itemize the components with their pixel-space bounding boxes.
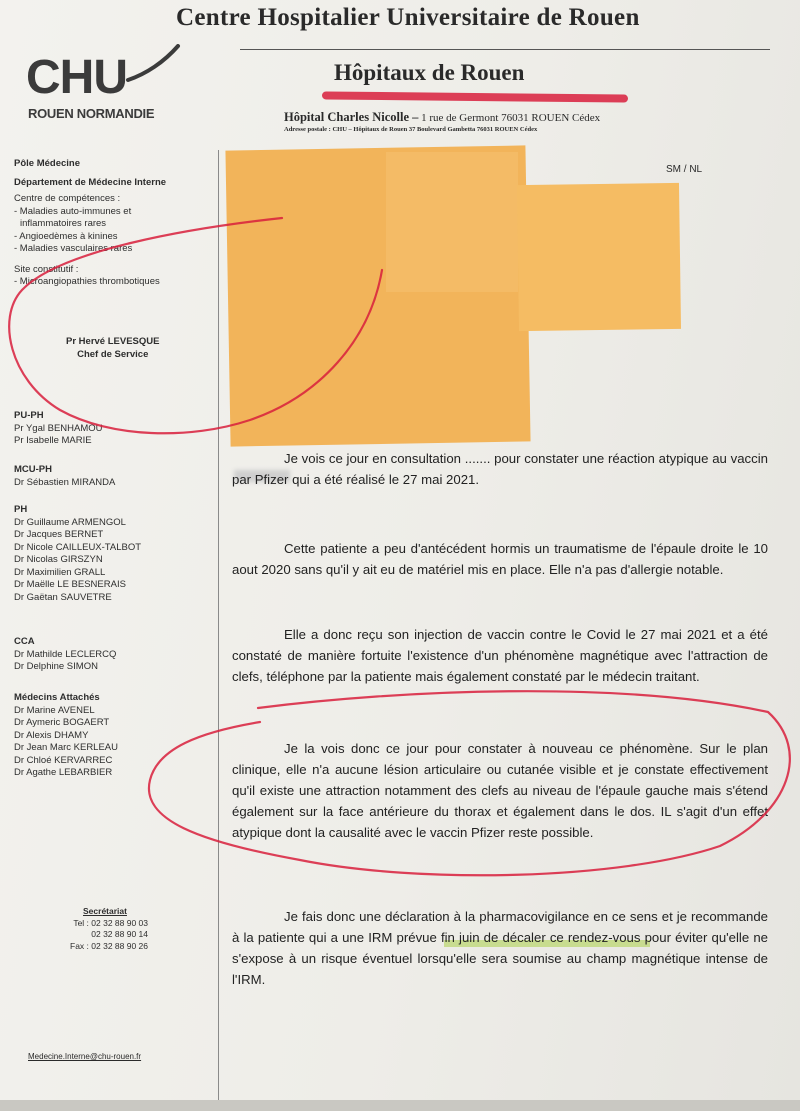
competences-line: inflammatoires rares (20, 218, 107, 229)
secretariat-heading: Secrétariat (83, 906, 127, 916)
staff-name: Dr Maximilien GRALL (14, 566, 106, 578)
site-address: 1 rue de Germont 76031 ROUEN Cédex (421, 112, 601, 124)
staff-name: Dr Nicole CAILLEUX-TALBOT (14, 541, 142, 553)
secretariat-line: 02 32 88 90 14 (91, 929, 148, 939)
site-constitutif-line: - Microangiopathies thrombotiques (14, 276, 160, 287)
postal-address: Adresse postale : CHU – Hôpitaux de Rouen 37 Boulevard Gambetta 76031 ROUEN Cédex (284, 126, 538, 133)
staff-name: Dr Mathilde LECLERCQ (14, 648, 117, 660)
competences-line: - Maladies auto-immunes et (14, 205, 132, 217)
staff-name: Pr Isabelle MARIE (14, 435, 92, 446)
competences-line: - Angioedèmes à kinines (14, 230, 118, 242)
paragraph-history: Cette patiente a peu d'antécédent hormis un traumatisme de l'épaule droite le 10 aout 2020 sans qu'il y ait eu de matériel mis en place. Elle n'a pas d'allergie notable. (232, 541, 768, 577)
puph-heading: PU-PH (14, 410, 44, 421)
reference-initials: SM / NL (666, 164, 703, 175)
secretariat-block (62, 906, 148, 952)
puph-block (14, 410, 103, 448)
mcuph-heading: MCU-PH (14, 464, 52, 475)
secretariat-line: Fax : 02 32 88 90 26 (70, 940, 148, 951)
redaction-sticky-note (517, 183, 681, 331)
logo-subtitle: ROUEN NORMANDIE (28, 106, 155, 121)
paragraph-consultation: Je vois ce jour en consultation ....... pour constater une réaction atypique au vaccin par Pfizer qui a été réalisé le 27 mai 2021. (232, 451, 768, 487)
header-rule (240, 49, 770, 50)
paragraph-injection: Elle a donc reçu son injection de vaccin contre le Covid le 27 mai 2021 et a été constaté de manière fortuite l'existence d'un phénomène magnétique avec l'attraction de clefs, téléphone par la patiente mais également constaté par le médecin traitant. (232, 627, 768, 684)
staff-name: Dr Maëlle LE BESNERAIS (14, 579, 126, 590)
hospitals-title: Hôpitaux de Rouen (334, 60, 525, 85)
staff-name: Dr Chloé KERVARREC (14, 754, 113, 766)
sidebar-pole-block (14, 158, 166, 289)
chu-logo (26, 50, 176, 130)
staff-name: Dr Delphine SIMON (14, 661, 98, 672)
staff-name: Dr Aymeric BOGAERT (14, 717, 110, 728)
ph-heading: PH (14, 504, 28, 515)
site-name: Hôpital Charles Nicolle – (284, 110, 419, 124)
staff-name: Dr Nicolas GIRSZYN (14, 554, 103, 565)
mcuph-block (14, 464, 115, 489)
staff-name: Pr Ygal BENHAMOU (14, 422, 103, 434)
site-address-line (284, 110, 600, 125)
chief-title: Chef de Service (77, 348, 149, 360)
cca-block (14, 636, 116, 674)
logo-swoosh-icon (126, 44, 182, 84)
attaches-heading: Médecins Attachés (14, 692, 100, 703)
staff-name: Dr Sébastien MIRANDA (14, 476, 116, 488)
competences-line: Centre de compétences : (14, 193, 121, 204)
page-bottom-edge (0, 1100, 800, 1111)
institution-title: Centre Hospitalier Universitaire de Rouen (176, 4, 640, 31)
column-divider (218, 150, 219, 1100)
department-email: Medecine.Interne@chu-rouen.fr (28, 1052, 142, 1061)
secretariat-line: Tel : 02 32 88 90 03 (73, 917, 148, 928)
paragraph-examination: Je la vois donc ce jour pour constater à nouveau ce phénomène. Sur le plan clinique, elle n'a aucune lésion articulaire ou cutanée visible et je constate effectivement qu'il existe une attraction notamment des clefs au niveau de l'épaule gauche mais s'étend également sur la face antérieure du thorax et également dans le dos. IL s'agit d'un effet atypique dont la causalité avec le vaccin Pfizer reste possible. (232, 741, 768, 840)
department-title: Département de Médecine Interne (14, 176, 167, 188)
staff-name: Dr Jacques BERNET (14, 529, 104, 540)
staff-name: Dr Agathe LEBARBIER (14, 767, 113, 778)
logo-mark: CHU (26, 51, 127, 104)
staff-name: Dr Guillaume ARMENGOL (14, 516, 126, 528)
staff-name: Dr Marine AVENEL (14, 704, 95, 716)
cca-heading: CCA (14, 636, 35, 647)
competences-line: - Maladies vasculaires rares (14, 243, 133, 254)
staff-name: Dr Jean Marc KERLEAU (14, 742, 119, 753)
ph-block (14, 504, 141, 604)
staff-name: Dr Alexis DHAMY (14, 729, 89, 741)
pole-title: Pôle Médecine (14, 158, 80, 169)
attaches-block (14, 692, 118, 780)
chief-block (66, 336, 159, 361)
redaction-sticky-note (386, 152, 518, 292)
staff-name: Dr Gaëtan SAUVETRE (14, 591, 112, 603)
paragraph-recommendation: Je fais donc une déclaration à la pharmacovigilance en ce sens et je recommande à la patiente qui a une IRM prévue fin juin de décaler ce rendez-vous pour éviter qu'elle ne s'expose à un risque éventuel lorsqu'elle sera soumise au champ magnétique intense de l'IRM. (232, 909, 768, 987)
site-constitutif-line: Site constitutif : (14, 263, 79, 275)
chief-name: Pr Hervé LEVESQUE (66, 336, 160, 347)
